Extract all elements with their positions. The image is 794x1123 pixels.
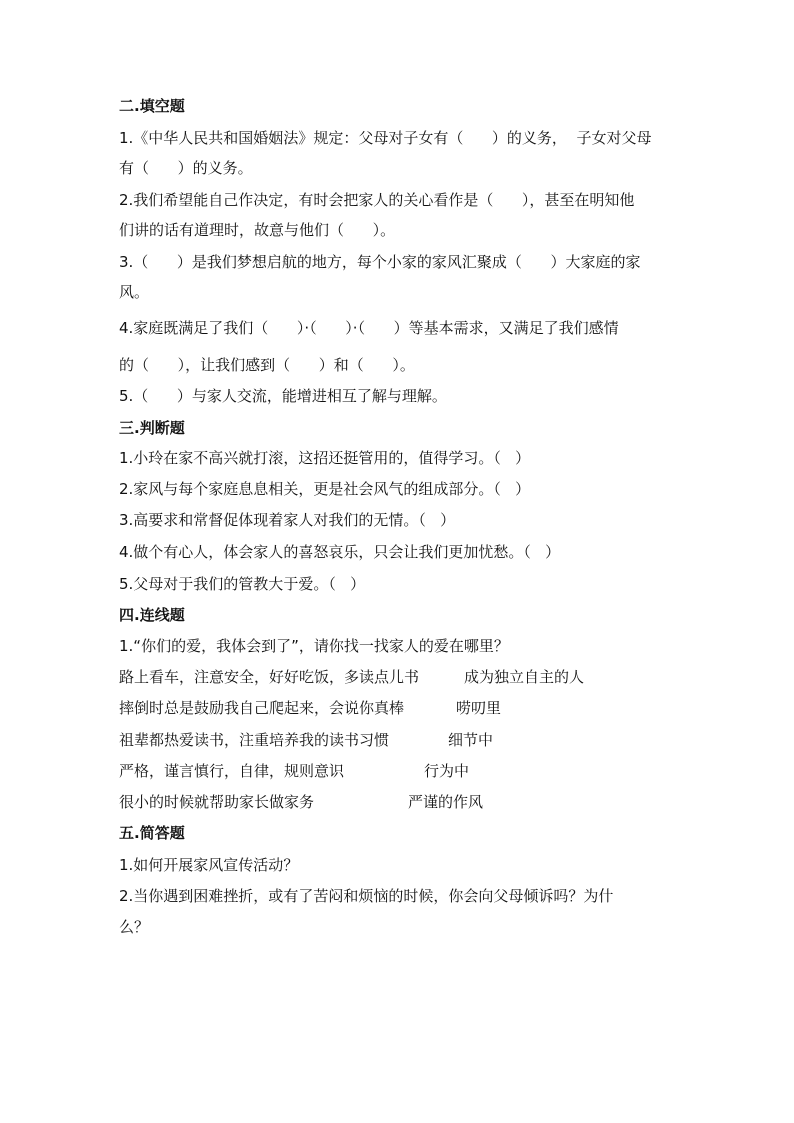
section-heading-matching: 四.连线题: [119, 606, 185, 624]
section-heading-fill-in: 二.填空题: [119, 97, 185, 115]
short-answer-question-2-line-2: 么？: [119, 918, 150, 936]
fill-question-4-line-2: 的（ ），让我们感到（ ）和（ ）。: [119, 356, 415, 374]
short-answer-question-2-line-1: 2.当你遇到困难挫折，或有了苦闷和烦恼的时候，你会向父母倾诉吗？为什: [119, 887, 614, 905]
fill-question-2-line-1: 2.我们希望能自己作决定，有时会把家人的关心看作是（ ），甚至在明知他: [119, 191, 635, 209]
matching-left-item-2: 摔倒时总是鼓励我自己爬起来，会说你真棒: [119, 699, 405, 717]
fill-question-5-line-1: 5.（ ）与家人交流，能增进相互了解与理解。: [119, 387, 447, 405]
fill-question-3-line-1: 3.（ ）是我们梦想启航的地方，每个小家的家风汇聚成（ ）大家庭的家: [119, 253, 641, 271]
matching-right-item-2: 唠叨里: [456, 699, 502, 717]
fill-question-4-line-1: 4.家庭既满足了我们（ ）·（ ）·（ ）等基本需求，又满足了我们感情: [119, 319, 619, 337]
judge-item-1: 1.小玲在家不高兴就打滚，这招还挺管用的，值得学习。（ ）: [119, 449, 531, 467]
fill-question-3-line-2: 风。: [119, 283, 150, 301]
judge-item-4: 4.做个有心人，体会家人的喜怒哀乐，只会让我们更加忧愁。（ ）: [119, 543, 561, 561]
matching-left-item-3: 祖辈都热爱读书，注重培养我的读书习惯: [119, 731, 390, 749]
judge-item-3: 3.高要求和常督促体现着家人对我们的无情。（ ）: [119, 511, 456, 529]
matching-left-item-5: 很小的时候就帮助家长做家务: [119, 793, 315, 811]
fill-question-1-line-1: 1.《中华人民共和国婚姻法》规定：父母对子女有（ ）的义务， 子女对父母: [119, 129, 652, 147]
matching-left-item-1: 路上看车，注意安全，好好吃饭，多读点儿书: [119, 668, 420, 686]
matching-right-item-4: 行为中: [424, 762, 470, 780]
matching-prompt: 1.“你们的爱，我体会到了”，请你找一找家人的爱在哪里？: [119, 637, 509, 655]
judge-item-5: 5.父母对于我们的管教大于爱。（ ）: [119, 575, 366, 593]
section-heading-short-answer: 五.简答题: [119, 824, 185, 842]
matching-right-item-1: 成为独立自主的人: [464, 668, 585, 686]
short-answer-question-1: 1.如何开展家风宣传活动？: [119, 856, 299, 874]
section-heading-true-false: 三.判断题: [119, 419, 185, 437]
fill-question-1-line-2: 有（ ）的义务。: [119, 159, 253, 177]
matching-right-item-3: 细节中: [448, 731, 494, 749]
fill-question-2-line-2: 们讲的话有道理时，故意与他们（ ）。: [119, 221, 396, 239]
matching-left-item-4: 严格，谨言慎行，自律，规则意识: [119, 762, 345, 780]
judge-item-2: 2.家风与每个家庭息息相关，更是社会风气的组成部分。（ ）: [119, 480, 531, 498]
matching-right-item-5: 严谨的作风: [408, 793, 484, 811]
